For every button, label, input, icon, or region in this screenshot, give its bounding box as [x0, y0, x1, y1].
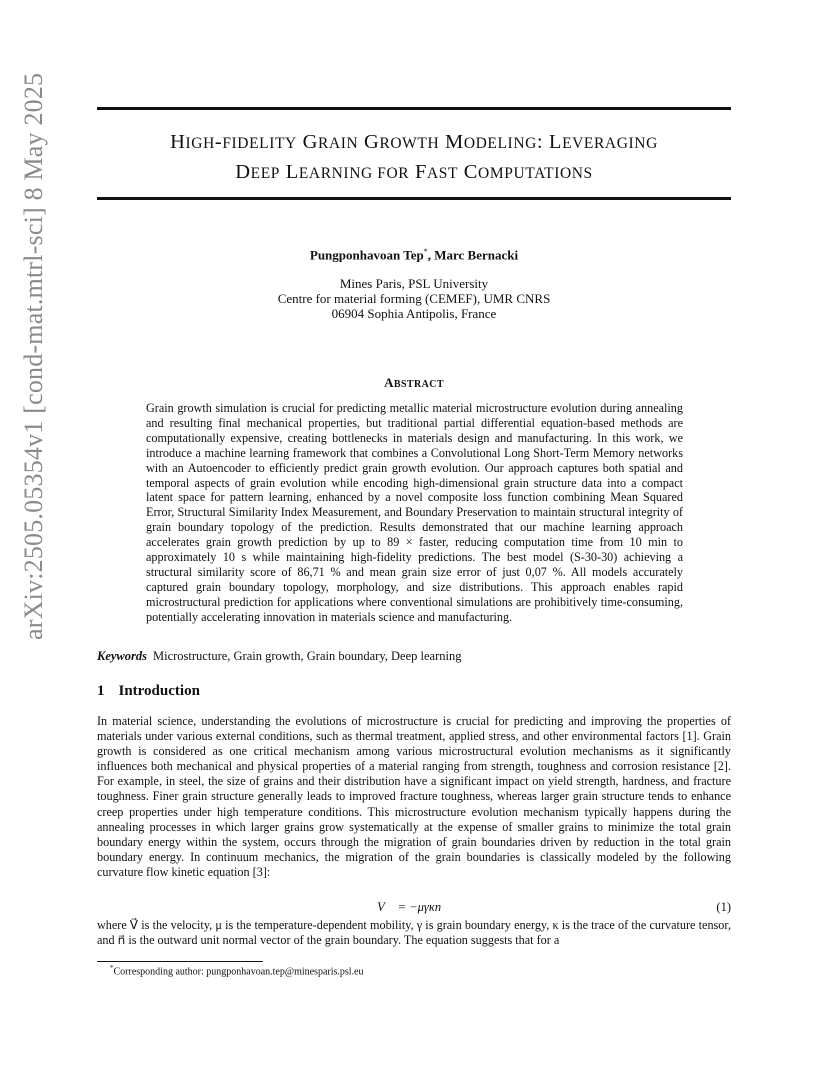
footnote-text: Corresponding author: pungponhavoan.tep@minesparis.psl.eu	[113, 966, 364, 978]
title-line-1	[97, 128, 731, 158]
section-title: Introduction	[118, 683, 200, 699]
abstract-heading-rest: BSTRACT	[393, 379, 444, 390]
title-segment: ODELING	[463, 135, 537, 152]
keywords-label: Keywords	[97, 649, 147, 663]
title-segment: EARNING FOR	[298, 165, 410, 182]
title-segment: OMPUTATIONS	[478, 165, 593, 182]
title-line-2	[97, 158, 731, 188]
title-segment: H	[170, 131, 186, 153]
author-name: , Marc Bernacki	[427, 247, 519, 263]
footnote-mark: *	[110, 964, 114, 972]
section-number: 1	[97, 683, 105, 699]
affiliation-line: Mines Paris, PSL University	[339, 276, 489, 291]
intro-paragraph: In material science, understanding the evolutions of microstructure is crucial for predicting and improving the properties of materials under various external conditions, such as thermal treatment, applied stress, and other environmental factors [1]. Grain growth is considered as one critical mechanism among various microstructural evolution mechanisms as it significantly influences both mechanical and physical properties of a material ranging from strength, toughness and corrosion resistance [2]. For example, in steel, the size of grains and their distribution have a significant impact on yield strength, hardness, and fracture toughness. Finer grain structure generally leads to improved fracture toughness, whereas larger grain structure tends to enhance creep properties under high temperature conditions. This microstructure evolution mechanism typically happens during the annealing processes in which larger grains grow systematically at the expense of smaller grains to minimize the total grain boundary energy within the system, occurs through the migration of grain boundaries driven by reduction in the total grain boundary energy. In continuum mechanics, the migration of the grain boundaries is classically modeled by the following curvature flow kinetic equation [3]:	[97, 714, 731, 879]
title-segment: FIDELITY	[222, 135, 297, 152]
author-list	[97, 247, 731, 263]
title-segment: : L	[536, 131, 563, 153]
title-segment: G	[296, 131, 318, 153]
post-equation-paragraph: where V⃗ is the velocity, μ is the temperature-dependent mobility, γ is grain boundary energy, κ is the trace of the curvature tensor, and n⃗ is the outward unit normal vector of the grain boundary. The equation suggests that for a	[97, 918, 731, 948]
title-top-rule	[97, 107, 731, 110]
title-segment: ROWTH	[379, 135, 440, 152]
title-segment: F	[409, 161, 427, 183]
affiliation-line: 06904 Sophia Antipolis, France	[331, 306, 497, 321]
title-segment: RAIN	[318, 135, 359, 152]
title-segment: G	[358, 131, 380, 153]
section-heading	[97, 683, 200, 700]
title-segment: EVERAGING	[562, 135, 658, 152]
title-segment: D	[235, 161, 251, 183]
affiliation	[97, 276, 731, 321]
keywords-text: Microstructure, Grain growth, Grain boundary, Deep learning	[153, 649, 462, 663]
title-segment: M	[439, 131, 464, 153]
arxiv-identifier-text: arXiv:2505.05354v1 [cond-mat.mtrl-sci] 8 May 2025	[19, 72, 48, 640]
abstract-heading	[97, 375, 731, 391]
abstract-heading-initial: A	[384, 375, 394, 390]
keywords-line	[97, 649, 461, 664]
corresponding-author-mark: *	[423, 247, 428, 256]
title-segment: EEP	[250, 165, 280, 182]
title-segment: -	[214, 131, 223, 153]
title-segment: C	[458, 161, 479, 183]
title-segment: AST	[426, 165, 459, 182]
footnote	[110, 964, 364, 977]
title-bottom-rule	[97, 197, 731, 200]
equation-number: (1)	[716, 900, 731, 914]
paper-title	[97, 128, 731, 188]
author-name: Pungponhavoan Tep	[309, 247, 424, 263]
equation-math: V⃗ = −μγκn⃗	[377, 900, 451, 914]
abstract-text: Grain growth simulation is crucial for predicting metallic material microstructure evolution during annealing and resulting final mechanical properties, but traditional partial differential equation-based methods are computationally expensive, creating bottlenecks in materials design and manufacturing. In this work, we introduce a machine learning framework that combines a Convolutional Long Short-Term Memory networks with an Autoencoder to efficiently predict grain growth evolution. Our approach captures both spatial and temporal aspects of grain evolution while encoding high-dimensional grain structure data into a compact latent space for pattern learning, enhanced by a novel composite loss function combining Mean Squared Error, Structural Similarity Index Measurement, and Boundary Preservation to maintain structural integrity of grain boundary topology of the prediction. Results demonstrated that our machine learning approach accelerates grain growth prediction by up to 89 × faster, reducing computation time from 10 min to approximately 10 s while maintaining high-fidelity predictions. The best model (S-30-30) achieving a structural similarity score of 86,71 % and mean grain size error of just 0,07 %. All models accurately captured grain boundary topology, morphology, and size distributions. This approach enables rapid microstructural prediction for applications where conventional simulations are prohibitively time-consuming, potentially accelerating innovation in materials science and manufacturing.	[146, 401, 683, 624]
affiliation-line: Centre for material forming (CEMEF), UMR CNRS	[277, 291, 551, 306]
footnote-rule	[97, 961, 263, 962]
title-segment: L	[279, 161, 299, 183]
title-segment: IGH	[185, 135, 215, 152]
